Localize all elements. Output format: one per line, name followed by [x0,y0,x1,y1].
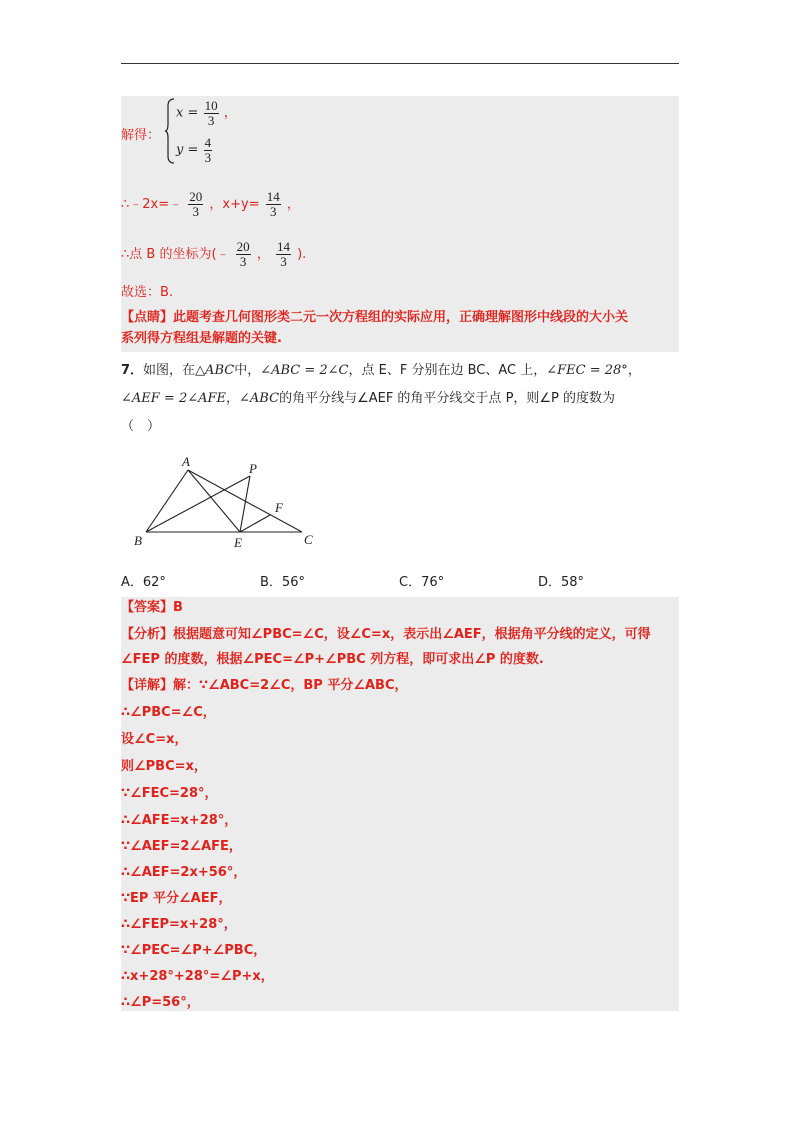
segment-ba [146,470,188,532]
comment-line-1 [121,309,628,327]
line3-frac-1 [236,240,251,269]
line2-frac-1 [188,190,203,219]
q2-angle: ∠ABC [239,391,280,406]
option-b[interactable]: B．56° [260,575,305,590]
eq-x-lhs: x = [176,105,199,121]
detail-tag: 【详解】 [121,678,174,693]
label-b: B [134,533,142,548]
step-4: ∵∠FEC=28°， [121,786,218,801]
line2-text-b: ，x+y= [209,197,260,212]
jie-de-label [121,127,160,145]
jie-de-text: 解得： [121,128,161,143]
line3-frac-1-num: 20 [236,239,250,254]
option-d[interactable]: D．58° [538,575,585,590]
solution-line-2 [121,190,300,219]
q2-a: ， [226,391,240,406]
comment-tag: 【点睛】 [121,310,174,325]
label-a: A [182,454,190,469]
solution-line-3 [121,240,306,269]
q1-cond1: ∠ABC = 2∠C [260,363,349,378]
step-6: ∵∠AEF=2∠AFE， [121,839,242,854]
q1-c: ，点 E、F 分别在边 BC、AC 上， [348,363,547,378]
segment-bp [146,476,250,532]
step-8: ∵EP 平分∠AEF， [121,891,232,906]
system-brace [164,98,176,164]
step-11: ∴x+28°+28°=∠P+x， [121,969,274,984]
eq-y [176,136,214,165]
question-line-2 [121,389,615,409]
frac-x-den: 3 [207,113,215,128]
q2-b: 的角平分线与∠AEF 的角平分线交于点 P，则∠P 的度数为 [279,391,616,406]
analysis-text-1: 根据题意可知∠PBC=∠C，设∠C=x，表示出∠AEF，根据角平分线的定义，可得 [173,627,651,642]
step-5: ∴∠AFE=x+28°， [121,813,238,828]
option-c[interactable]: C．76° [399,575,445,590]
comment-text-1: 此题考查几何图形类二元一次方程组的实际应用，正确理解图形中线段的大小关 [173,310,629,325]
line2-frac-2 [266,190,281,219]
line2-frac-1-num: 20 [189,189,203,204]
frac-y-num: 4 [204,135,212,150]
line3-frac-2 [276,240,291,269]
step-9: ∴∠FEP=x+28°， [121,917,237,932]
segment-ef [240,515,270,532]
detail-first: 解：∵∠ABC=2∠C，BP 平分∠ABC， [173,678,408,693]
analysis-line-1 [121,626,651,644]
frac-x-num: 10 [204,98,218,113]
label-c: C [304,532,313,547]
q1-b: 中， [234,363,261,378]
label-e: E [234,535,242,550]
answer-line [121,599,183,617]
question-paren: （ ） [121,419,161,434]
line3-text-b: ， [256,247,270,262]
line2-frac-2-num: 14 [266,189,280,204]
line3-text-c: ). [297,247,307,262]
frac-x [204,99,219,128]
analysis-line-2: ∠FEP 的度数，根据∠PEC=∠P+∠PBC 列方程，即可求出∠P 的度数. [121,652,544,667]
q2-cond: ∠AEF = 2∠AFE [121,391,227,406]
option-a[interactable]: A．62° [121,575,166,590]
step-12: ∴∠P=56°， [121,995,200,1010]
segment-ae [188,470,240,532]
frac-y [204,136,213,165]
question-number: 7． [121,363,144,378]
line2-text-a: ∴﹣2x=﹣ [121,197,183,212]
step-7: ∴∠AEF=2x+56°， [121,865,247,880]
q1-cond2: ∠FEC = 28° [546,363,628,378]
eq-x-comma: ， [223,104,237,120]
line2-frac-2-den: 3 [270,204,277,219]
detail-line [121,677,408,695]
step-2: 设∠C=x， [121,732,188,747]
line3-text-a: ∴点 B 的坐标为(﹣ [121,247,230,262]
geometry-figure [130,452,320,552]
line2-frac-1-den: 3 [192,204,200,219]
step-1: ∴∠PBC=∠C， [121,705,216,720]
frac-y-den: 3 [204,150,212,165]
label-f: F [275,500,283,515]
step-10: ∵∠PEC=∠P+∠PBC， [121,943,267,958]
q1-triangle: △ABC [195,363,235,378]
segment-ep [240,476,250,532]
comment-line-2: 系列得方程组是解题的关键. [121,331,282,346]
analysis-tag: 【分析】 [121,627,174,642]
header-rule [121,63,679,64]
question-line-1 [121,361,641,381]
line3-frac-2-den: 3 [280,254,287,269]
line2-text-c: ， [286,197,300,212]
choice-text: 故选：B. [121,285,174,300]
q1-a: 如图，在 [143,363,196,378]
line3-frac-2-num: 14 [276,239,290,254]
answer-value: B [173,600,183,615]
step-3: 则∠PBC=x， [121,759,207,774]
q1-d: ， [627,363,641,378]
label-p: P [249,461,257,476]
eq-y-lhs: y = [176,142,199,158]
answer-tag: 【答案】 [121,600,174,615]
line3-frac-1-den: 3 [239,254,247,269]
eq-x [176,99,237,128]
